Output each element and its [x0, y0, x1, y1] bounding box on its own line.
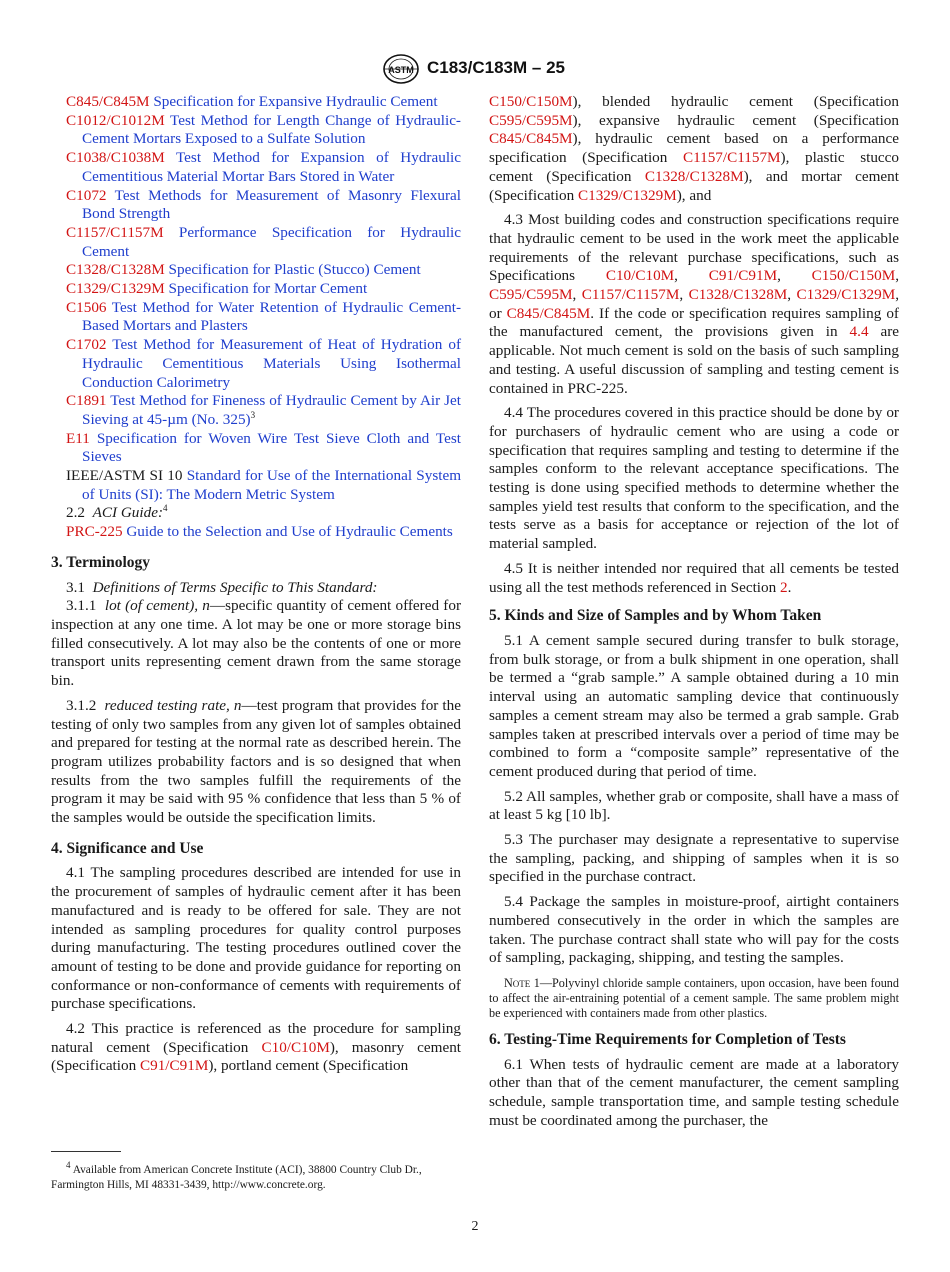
reference-item [51, 467, 461, 504]
reference-item [51, 93, 461, 112]
reference-item [51, 112, 461, 149]
aci-guide-label: 2.2 ACI Guide:$^4$ [66, 503, 168, 522]
reference-link[interactable]: C1328/C1328M [688, 286, 788, 304]
section-heading: 5. Kinds and Size of Samples and by Whom Taken [489, 607, 822, 625]
paragraph: 5.4 Package the samples in moisture-proof, airtight containers numbered consecutively in the order in which the samples are taken. The purchase contract shall state who will pay for the costs of sampling, packaging, shipping, and testing the samples. [489, 893, 899, 967]
paragraph: 5.3 The purchaser may designate a representative to supervise the sampling, packing, and shipping of samples when it is so specified in the purchase contract. [489, 831, 899, 886]
paragraph: 3.1 Definitions of Terms Specific to This Standard: [66, 578, 378, 596]
reference-title-link[interactable]: Test Method for Fineness of Hydraulic Cement by Air Jet Sieving at 45-µm (No. 325) [82, 392, 462, 428]
reference-code-link[interactable]: C1702 [66, 336, 107, 354]
reference-link[interactable]: C845/C845M [506, 304, 591, 322]
paragraph-continued: C150/C150M), blended hydraulic cement (Specification C595/C595M), expansive hydraulic cement (Specification C845/C845M), hydraulic cement based on a performance specification (Specification C1157/C1157M), plastic stucco cement (Specification C1328/C1328M), and mortar cement (Specification C1329/C1329M), and [489, 93, 899, 204]
reference-code-link[interactable]: E11 [66, 429, 90, 447]
right-column [489, 93, 899, 1136]
reference-item [51, 280, 461, 299]
astm-logo-icon [381, 53, 421, 85]
reference-link[interactable]: C1157/C1157M [581, 286, 680, 304]
reference-link[interactable]: C10/C10M [261, 1038, 330, 1056]
reference-title-link[interactable]: Test Methods for Measurement of Masonry Flexural Bond Strength [82, 186, 461, 223]
reference-item [51, 430, 461, 467]
reference-link[interactable]: C91/C91M [139, 1057, 209, 1075]
reference-title-link[interactable]: Performance Specification for Hydraulic Cement [82, 223, 461, 260]
reference-item [51, 224, 461, 261]
reference-link[interactable]: C845/C845M [489, 130, 573, 148]
section-heading: 3. Terminology [51, 553, 151, 571]
reference-title-link[interactable]: Standard for Use of the International System of Units (SI): The Modern Metric System [82, 467, 462, 503]
reference-code-link[interactable]: C1506 [66, 298, 107, 316]
reference-title-link[interactable]: Test Method for Length Change of Hydraulic-Cement Mortars Exposed to a Sulfate Solution [82, 111, 461, 148]
standard-number: C183/C183M – 25 [427, 58, 565, 77]
reference-code-link[interactable]: C1072 [66, 186, 107, 204]
reference-link[interactable]: C595/C595M [489, 286, 573, 304]
paragraph: 3.1.1 lot (of cement), n—specific quantity of cement offered for inspection at any one time. A lot may be one or more storage bins filled consecutively. A lot may also be the contents of one or more transport units representing cement drawn from the same storage bin. [51, 597, 462, 690]
reference-title-link[interactable]: Specification for Expansive Hydraulic Cement [153, 93, 438, 110]
reference-item [51, 299, 461, 336]
reference-code-link[interactable]: C845/C845M [66, 93, 150, 110]
page-header [0, 53, 950, 85]
paragraph: 5.1 A cement sample secured during transfer to bulk storage, from bulk storage, or from a bulk shipment in one operation, shall be termed a “grab sample.” A sample obtained during a 10 min interval using an automatic sampling device that continuously samples a cement stream may also be termed a grab sample. Grab samples taken at prescribed intervals over a period of time may be combined to form a “composite sample” representative of the cement produced during that period of time. [489, 631, 899, 780]
reference-item [51, 149, 461, 186]
reference-title-link[interactable]: Specification for Woven Wire Test Sieve Cloth and Test Sieves [82, 429, 461, 466]
reference-title-link[interactable]: Test Method for Water Retention of Hydraulic Cement-Based Mortars and Plasters [82, 298, 461, 335]
paragraph: 4.4 The procedures covered in this practice should be done by or for purchasers of hydraulic cement who are using a code or specification that requires sampling and testing to determine if the samples conform to the relevant acceptance specifications. The testing is done using specified methods to determine whether the samples yield test results that conform to the specification, and the tests serve as a basis for acceptance or rejection of the lot of material sampled. [489, 404, 899, 553]
left-column [51, 93, 461, 1082]
reference-item [51, 523, 461, 542]
reference-link[interactable]: 4.4 [849, 323, 869, 341]
reference-link[interactable]: C595/C595M [489, 111, 573, 129]
reference-title-link[interactable]: Test Method for Measurement of Heat of Hydration of Hydraulic Cementitious Materials Using Isothermal Conduction Calorimetry [82, 336, 461, 391]
reference-link[interactable]: C1328/C1328M [644, 167, 744, 185]
reference-title-link[interactable]: Guide to the Selection and Use of Hydraulic Cements [126, 523, 453, 541]
footnote-divider [51, 1151, 121, 1152]
reference-title-link[interactable]: Specification for Plastic (Stucco) Cement [168, 261, 421, 279]
section-heading: 6. Testing-Time Requirements for Completion of Tests [489, 1030, 846, 1048]
page-number: 2 [471, 1219, 479, 1234]
reference-code-link[interactable]: C1891 [66, 392, 107, 410]
paragraph: 4.3 Most building codes and construction specifications require that hydraulic cement to be used in the work meet the applicable requirements of the relevant purchase specifications, such as Specifications C10/C10M, C91/C91M, C150/C150M, C595/C595M, C1157/C1157M, C1328/C1328M, C1329/C1329M, or C845/C845M. If the code or specification requires sampling of the manufactured cement, the provisions given in 4.4 are applicable. Not much cement is sold on the basis of such sampling and testing. A useful discussion of sampling and testing cement is contained in PRC-225. [489, 211, 900, 397]
reference-item [51, 336, 461, 392]
reference-item [51, 261, 461, 280]
note: Note 1—Polyvinyl chloride sample containers, upon occasion, have been found to affect the air-entraining potential of a cement sample. The same problem might be experienced with containers made from other plastics. [489, 975, 899, 1020]
reference-link[interactable]: C1157/C1157M [682, 149, 781, 167]
reference-link[interactable]: C91/C91M [708, 267, 778, 285]
reference-code-link[interactable]: C1038/C1038M [66, 149, 165, 167]
reference-link[interactable]: C150/C150M [811, 267, 896, 285]
paragraph: 5.2 All samples, whether grab or composite, shall have a mass of at least 5 kg [10 lb]. [489, 787, 899, 824]
reference-item [51, 392, 461, 429]
reference-link[interactable]: C10/C10M [605, 267, 675, 285]
paragraph: 6.1 When tests of hydraulic cement are made at a laboratory other than that of the cement manufacturer, the cement sampling schedule, sample transportation time, and sample testing schedule must be coordinated among the purchaser, the [489, 1055, 899, 1129]
reference-link[interactable]: C150/C150M [489, 93, 573, 110]
reference-link[interactable]: 2 [780, 578, 788, 596]
paragraph: 4.1 The sampling procedures described are intended for use in the procurement of samples of hydraulic cement after it has been manufactured and is ready to be offered for sale. They are not intended as sampling procedures for quality control purposes during manufacturing. The testing procedures outlined cover the amount of testing to be done and provide guidance for reporting on conformance or non-conformance of cements with requirements of purchase specifications. [51, 864, 461, 1013]
reference-title-link[interactable]: Test Method for Expansion of Hydraulic Cementitious Material Mortar Bars Stored in Water [82, 149, 461, 185]
reference-link[interactable]: C1329/C1329M [577, 186, 677, 204]
reference-link[interactable]: C1329/C1329M [796, 286, 896, 304]
footnote-marker: 3 [250, 409, 256, 420]
reference-title-link[interactable]: Specification for Mortar Cement [168, 280, 368, 298]
reference-code-link[interactable]: C1012/C1012M [66, 111, 165, 129]
footnote: $^4$ Available from American Concrete Institute (ACI), 38800 Country Club Dr., Farmington Hills, MI 48331-3439, http://www.concrete.org. [51, 1160, 422, 1191]
reference-code-link[interactable]: PRC-225 [66, 523, 123, 541]
reference-list [51, 93, 461, 504]
paragraph: 4.2 This practice is referenced as the procedure for sampling natural cement (Specification C10/C10M), masonry cement (Specification C91/C91M), portland cement (Specification [51, 1020, 462, 1075]
reference-code-link[interactable]: C1329/C1329M [66, 280, 165, 298]
paragraph: 4.5 It is neither intended nor required that all cements be tested using all the test methods referenced in Section 2. [489, 559, 899, 596]
paragraph: 3.1.2 reduced testing rate, n—test program that provides for the testing of only two samples from any given lot of samples obtained and prepared for testing at the normal rate as described herein. The program utilizes probability factors and is so designed that when results from the two samples fulfill the requirements of the program it may be said with 95 % confidence that less than 5 % of the samples would be outside the specification limits. [51, 696, 461, 827]
reference-code-link[interactable]: C1157/C1157M [66, 223, 164, 241]
svg-text:ASTM: ASTM [388, 65, 414, 75]
section-heading: 4. Significance and Use [51, 839, 204, 857]
reference-code-link[interactable]: C1328/C1328M [66, 261, 165, 279]
reference-item [51, 187, 461, 224]
reference-code-link: IEEE/ASTM SI 10 [66, 467, 183, 485]
